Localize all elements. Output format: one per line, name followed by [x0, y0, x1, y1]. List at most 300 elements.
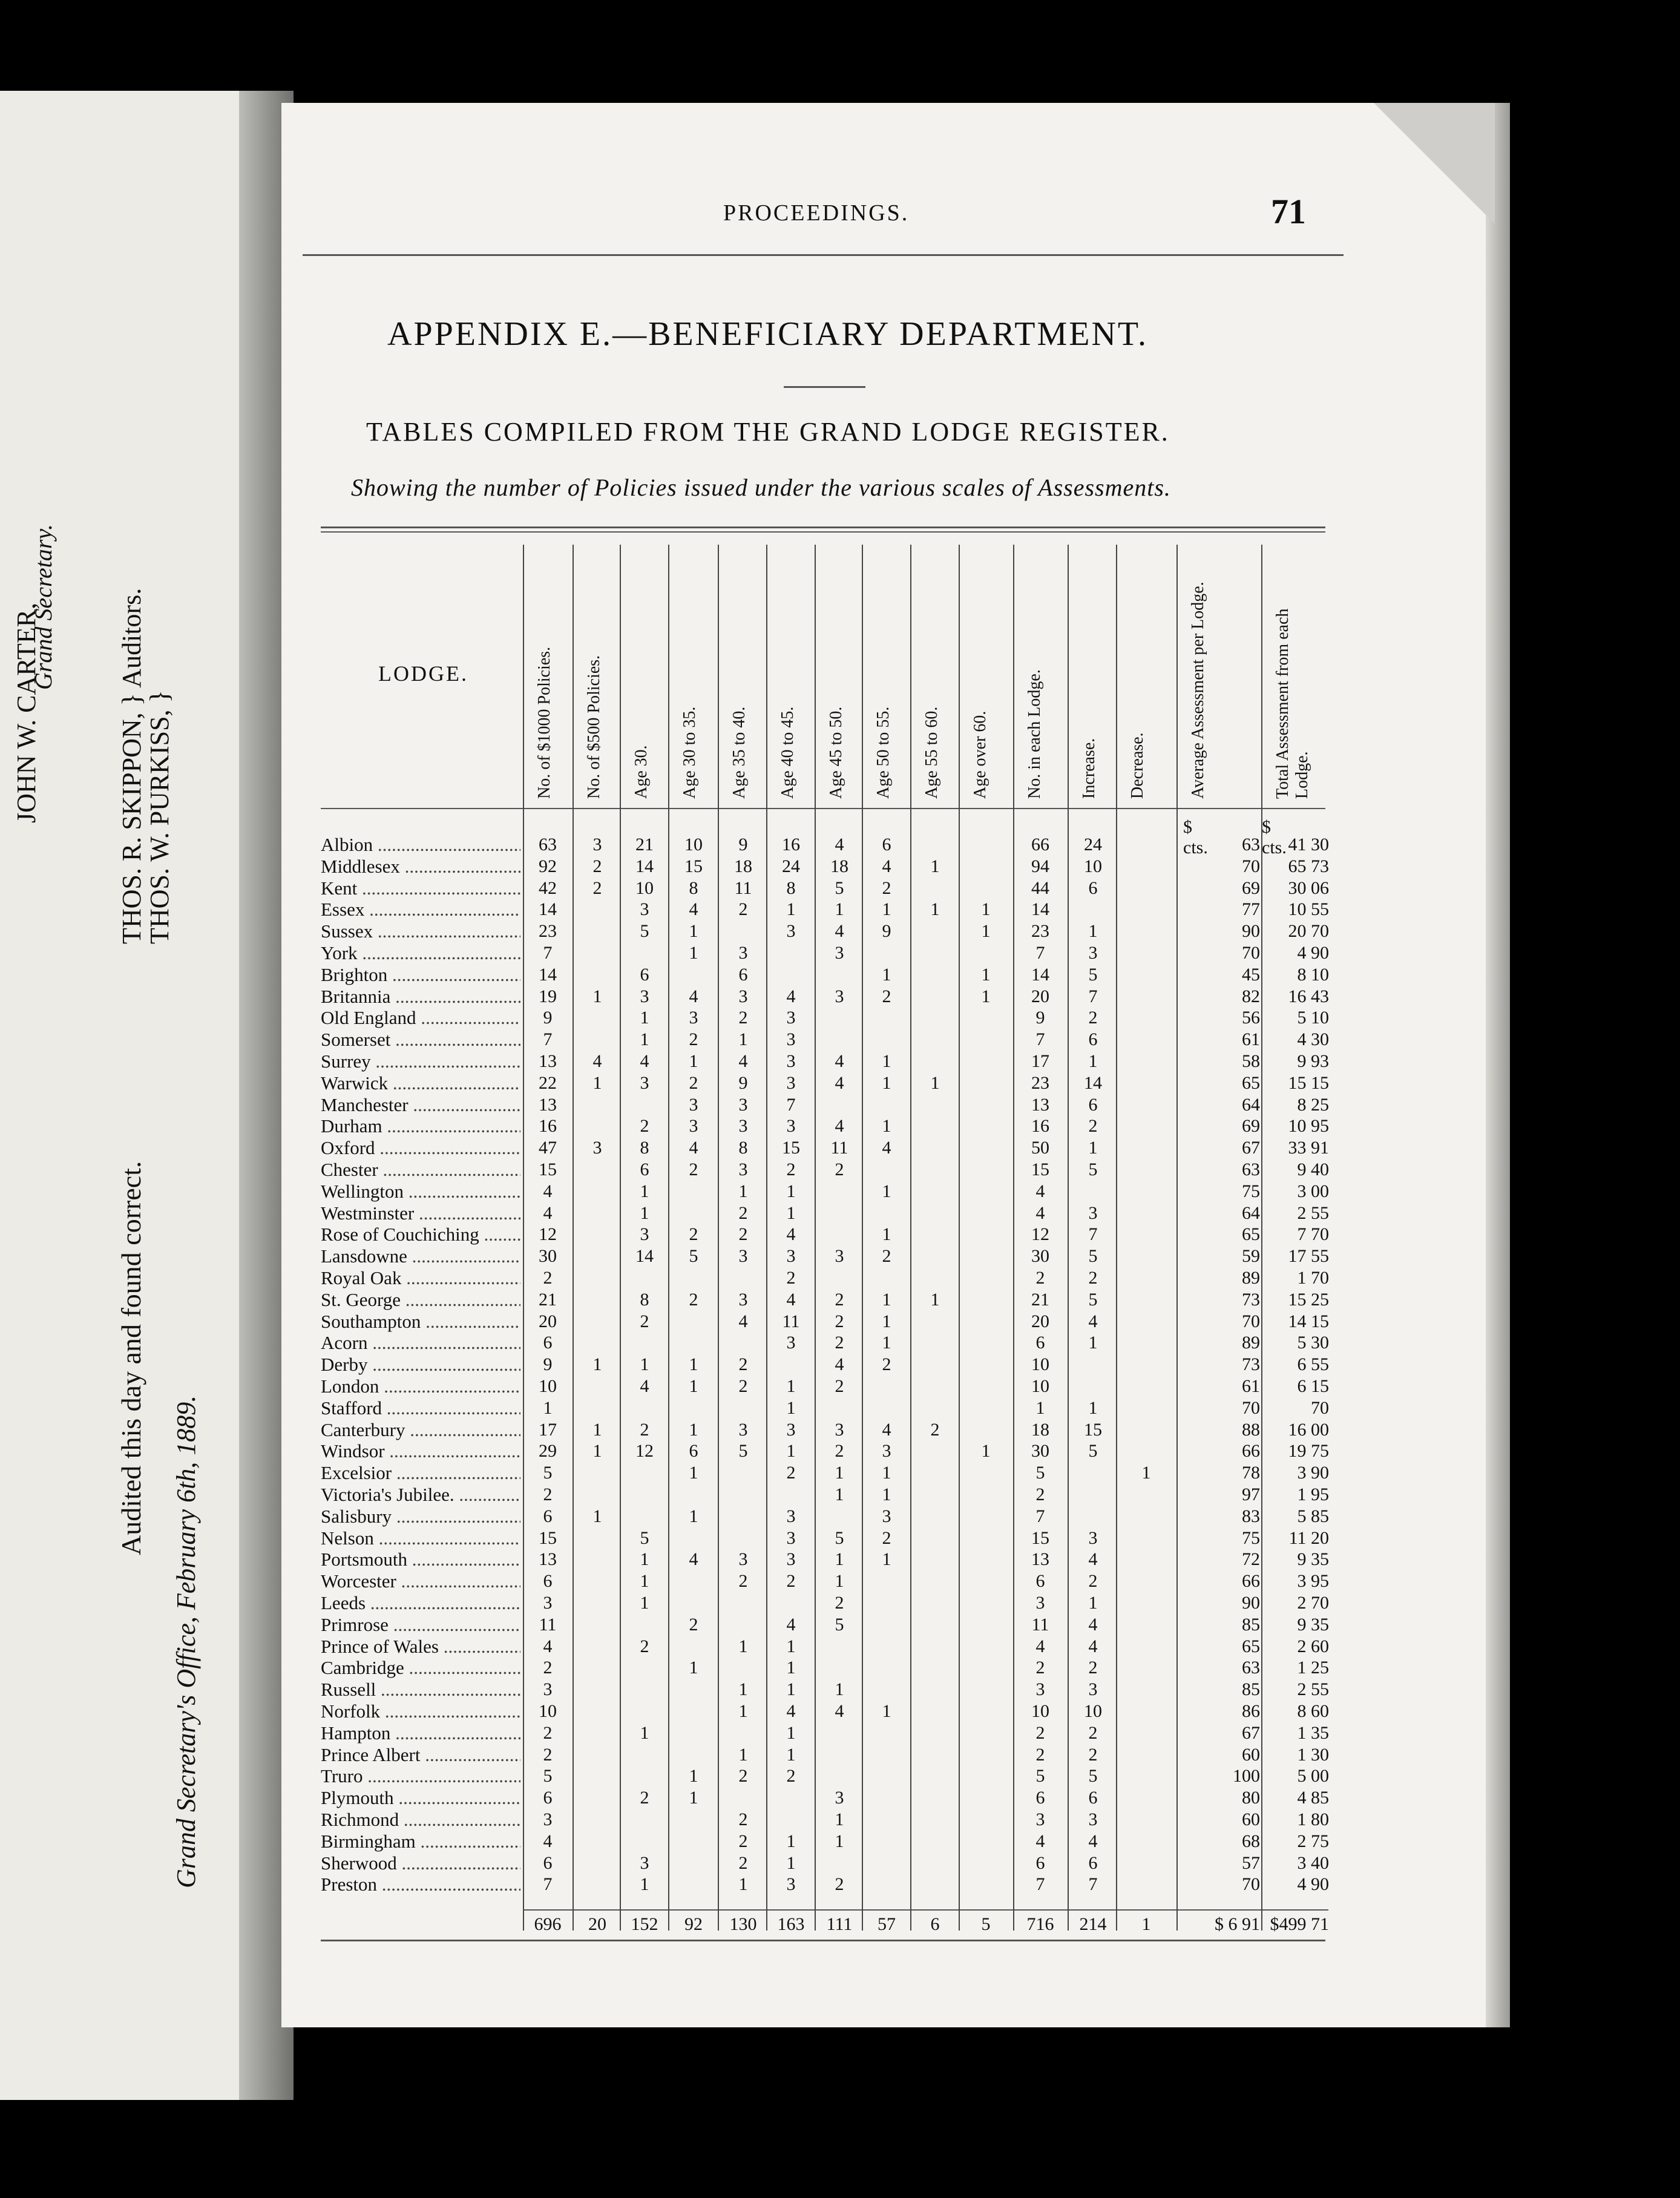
lodge-name: Norfolk .....: [321, 1701, 520, 1722]
column-rule: [815, 545, 816, 1931]
table-cell: 6: [689, 1441, 698, 1462]
lodge-name: Salisbury .....: [321, 1506, 520, 1527]
table-cell: 3 40: [1297, 1852, 1329, 1873]
table-cell: 4: [835, 1116, 844, 1137]
table-cell: 80: [1242, 1788, 1260, 1808]
table-cell: 72: [1242, 1549, 1260, 1570]
table-cell: 12: [635, 1441, 654, 1462]
table-cell: 1: [1141, 1463, 1151, 1483]
lodge-name: Oxford .....: [321, 1137, 520, 1159]
lodge-name: Prince of Wales .....: [321, 1636, 520, 1658]
table-cell: 7: [1035, 943, 1045, 963]
table-cell: 23: [1031, 921, 1049, 942]
table-cell: 1: [786, 1722, 796, 1743]
lodge-name: Nelson .....: [321, 1527, 520, 1549]
table-cell: 3: [835, 943, 844, 963]
table-cell: 1: [592, 1441, 602, 1462]
table-cell: 7: [543, 943, 553, 963]
table-cell: 2: [930, 1419, 940, 1440]
table-cell: 1: [835, 1831, 844, 1851]
table-cell: 83: [1242, 1506, 1260, 1526]
table-cell: 15: [1031, 1527, 1049, 1548]
table-cell: 4: [738, 1311, 748, 1331]
table-cell: 1: [786, 1397, 796, 1418]
lodge-name: Preston .....: [321, 1874, 520, 1895]
table-cell: 4: [1088, 1311, 1098, 1331]
table-cell: 15 15: [1288, 1072, 1329, 1093]
table-cell: 8: [689, 878, 698, 898]
table-cell: 2: [786, 1766, 796, 1786]
table-cell: 57: [1242, 1852, 1260, 1873]
table-cell: 4: [1035, 1831, 1045, 1851]
table-cell: 2: [543, 1484, 553, 1504]
column-header: Age 55 to 60.: [922, 706, 941, 799]
table-cell: 5: [1088, 964, 1098, 985]
page-corner-fold: [1374, 103, 1495, 224]
table-cell: 1: [882, 1333, 891, 1353]
table-cell: 4: [786, 1701, 796, 1721]
header-rule: [303, 254, 1344, 256]
table-cell: 1: [882, 1051, 891, 1071]
table-cell: 30: [1031, 1441, 1049, 1462]
table-cell: 1: [882, 1224, 891, 1245]
table-cell: 82: [1242, 986, 1260, 1006]
table-top-rule-2: [321, 531, 1325, 533]
table-cell: 2 55: [1297, 1679, 1329, 1700]
table-cell: 21: [1031, 1289, 1049, 1310]
table-cell: 65 73: [1288, 856, 1329, 876]
total-unit-label: $ cts.: [1262, 817, 1287, 858]
table-cell: 1: [640, 1874, 649, 1895]
table-cell: 10: [684, 835, 703, 855]
table-cell: 2: [835, 1289, 844, 1310]
total-cell: 5: [981, 1914, 991, 1934]
table-cell: 1: [882, 1289, 891, 1310]
table-cell: 4: [835, 1354, 844, 1375]
lodge-name: Old England .....: [321, 1007, 520, 1029]
table-cell: 2 55: [1297, 1202, 1329, 1223]
table-cell: 4 30: [1297, 1029, 1329, 1050]
total-cell: 152: [631, 1914, 658, 1934]
table-cell: 2: [738, 1202, 748, 1223]
table-cell: 5 30: [1297, 1333, 1329, 1353]
lodge-name: Portsmouth .....: [321, 1549, 520, 1570]
table-cell: 2: [1088, 1571, 1098, 1592]
table-cell: 1 25: [1297, 1658, 1329, 1678]
column-header: Age 30.: [632, 745, 651, 799]
table-cell: 5 85: [1297, 1506, 1329, 1526]
table-cell: 13: [539, 1549, 557, 1570]
table-cell: 7: [543, 1874, 553, 1895]
table-cell: 2: [543, 1722, 553, 1743]
table-cell: 1: [738, 1874, 748, 1895]
table-cell: 11 20: [1288, 1527, 1329, 1548]
table-cell: 86: [1242, 1701, 1260, 1721]
lodge-name: Birmingham .....: [321, 1831, 520, 1852]
table-cell: 3: [689, 1116, 698, 1137]
lodge-name: Russell .....: [321, 1679, 520, 1701]
table-cell: 12: [539, 1224, 557, 1245]
table-cell: 30: [1031, 1246, 1049, 1267]
table-cell: 1: [640, 1354, 649, 1375]
table-cell: 30: [539, 1246, 557, 1267]
table-cell: 4: [738, 1051, 748, 1071]
table-cell: 15 25: [1288, 1289, 1329, 1310]
total-cell: 130: [729, 1914, 757, 1934]
table-cell: 69: [1242, 1116, 1260, 1137]
table-cell: 16 43: [1288, 986, 1329, 1006]
table-cell: 1: [930, 856, 940, 876]
table-cell: 4: [882, 1138, 891, 1158]
table-cell: 24: [782, 856, 800, 876]
lodge-name: Essex .....: [321, 899, 520, 920]
table-cell: 1: [981, 964, 991, 985]
table-cell: 75: [1242, 1181, 1260, 1201]
lodge-name: London .....: [321, 1376, 520, 1397]
lodge-name: Plymouth .....: [321, 1787, 520, 1809]
table-cell: 4: [786, 986, 796, 1006]
table-cell: 67: [1242, 1138, 1260, 1158]
lodge-name: Prince Albert .....: [321, 1744, 520, 1766]
lodge-name: Brighton .....: [321, 964, 520, 986]
table-cell: 1: [786, 1202, 796, 1223]
table-cell: 3 95: [1297, 1571, 1329, 1592]
table-cell: 8: [786, 878, 796, 898]
total-cell: 57: [878, 1914, 896, 1934]
table-cell: 11: [1031, 1614, 1049, 1635]
lodge-name: Primrose .....: [321, 1614, 520, 1636]
table-cell: 1: [882, 1311, 891, 1331]
table-cell: 1: [882, 1072, 891, 1093]
table-cell: 1: [1088, 1397, 1098, 1418]
table-cell: 1: [786, 1441, 796, 1462]
table-cell: 1 70: [1297, 1268, 1329, 1288]
lodge-name: Southampton .....: [321, 1311, 520, 1333]
table-cell: 44: [1031, 878, 1049, 898]
table-cell: 17: [539, 1419, 557, 1440]
table-cell: 4: [640, 1051, 649, 1071]
table-cell: 3: [786, 1008, 796, 1028]
table-cell: 1: [738, 1029, 748, 1050]
table-cell: 4 90: [1297, 943, 1329, 963]
table-cell: 2: [1088, 1722, 1098, 1743]
total-cell: 696: [534, 1914, 562, 1934]
table-cell: 63: [1242, 1658, 1260, 1678]
table-cell: 85: [1242, 1614, 1260, 1635]
table-cell: 68: [1242, 1831, 1260, 1851]
page-edge: [1486, 103, 1510, 2027]
lodge-name: Cambridge .....: [321, 1657, 520, 1679]
officer-title: Grand Secretary.: [30, 523, 57, 690]
table-cell: 1 30: [1297, 1744, 1329, 1765]
table-cell: 70: [1242, 1397, 1260, 1418]
table-cell: 4: [640, 1376, 649, 1396]
table-cell: 2: [689, 1072, 698, 1093]
table-cell: 1: [689, 1766, 698, 1786]
table-cell: 4: [543, 1202, 553, 1223]
table-cell: 11: [782, 1311, 800, 1331]
table-cell: 1: [786, 899, 796, 920]
table-cell: 2: [1088, 1658, 1098, 1678]
table-cell: 2: [835, 1441, 844, 1462]
table-cell: 3: [738, 1549, 748, 1570]
table-cell: 15: [684, 856, 703, 876]
table-cell: 9: [738, 1072, 748, 1093]
table-cell: 1: [882, 1463, 891, 1483]
table-cell: 9 35: [1297, 1549, 1329, 1570]
table-cell: 61: [1242, 1376, 1260, 1396]
table-cell: 9 40: [1297, 1160, 1329, 1179]
table-cell: 22: [539, 1072, 557, 1093]
table-cell: 1: [689, 1506, 698, 1526]
table-cell: 3: [592, 1138, 602, 1158]
table-cell: 1: [592, 1354, 602, 1375]
table-cell: 61: [1242, 1029, 1260, 1050]
header-bottom-rule: [321, 808, 1325, 809]
table-cell: 2: [786, 1463, 796, 1483]
table-cell: 1: [592, 1506, 602, 1526]
table-cell: 4: [835, 1701, 844, 1721]
totals-rule: [523, 1909, 1328, 1911]
table-cell: 2: [738, 1766, 748, 1786]
table-cell: 3: [1088, 1527, 1098, 1548]
table-cell: 42: [539, 878, 557, 898]
table-cell: 3: [882, 1506, 891, 1526]
table-cell: 10 95: [1288, 1116, 1329, 1137]
lodge-name: Britannia .....: [321, 986, 520, 1008]
table-cell: 2: [835, 1160, 844, 1179]
table-cell: 2: [882, 1527, 891, 1548]
table-cell: 12: [1031, 1224, 1049, 1245]
table-cell: 1: [882, 899, 891, 920]
table-cell: 1: [640, 1549, 649, 1570]
lodge-name: Albion .....: [321, 834, 520, 856]
table-cell: 4: [1088, 1549, 1098, 1570]
table-cell: 1: [835, 1571, 844, 1592]
table-cell: 90: [1242, 1593, 1260, 1613]
lodge-name: Rose of Couchiching .....: [321, 1224, 520, 1245]
table-cell: 3: [543, 1679, 553, 1700]
lodge-name: Lansdowne .....: [321, 1245, 520, 1267]
table-cell: 4: [1088, 1831, 1098, 1851]
table-cell: 6: [1088, 1094, 1098, 1115]
table-cell: 7: [1088, 986, 1098, 1006]
lodge-name: Truro .....: [321, 1765, 520, 1787]
officer-name: JOHN W. CARTER,: [11, 602, 41, 823]
table-cell: 5: [1035, 1766, 1045, 1786]
table-cell: 10: [1084, 1701, 1102, 1721]
table-cell: 1: [882, 964, 891, 985]
lodge-name: Richmond .....: [321, 1809, 520, 1831]
total-cell: 111: [826, 1914, 853, 1934]
table-cell: 6: [543, 1571, 553, 1592]
table-cell: 3 00: [1297, 1181, 1329, 1201]
table-cell: 7: [543, 1029, 553, 1050]
lodge-column-header: LODGE.: [378, 661, 468, 686]
table-cell: 15: [782, 1138, 800, 1158]
table-cell: 7: [1035, 1874, 1045, 1895]
table-cell: 77: [1242, 899, 1260, 920]
table-cell: 3: [786, 1527, 796, 1548]
table-cell: 2: [786, 1160, 796, 1179]
table-cell: 1: [882, 1701, 891, 1721]
table-cell: 2: [738, 1354, 748, 1375]
lodge-name: Middlesex .....: [321, 856, 520, 878]
table-cell: 3 90: [1297, 1463, 1329, 1483]
table-cell: 1: [981, 1441, 991, 1462]
table-cell: 4 90: [1297, 1874, 1329, 1895]
table-cell: 1: [1088, 1138, 1098, 1158]
table-cell: 6: [1088, 1788, 1098, 1808]
lodge-name: Wellington .....: [321, 1181, 520, 1202]
table-cell: 9: [738, 835, 748, 855]
table-cell: 20: [1031, 1311, 1049, 1331]
table-cell: 2: [738, 1809, 748, 1829]
column-header: Average Assessment per Lodge.: [1189, 582, 1207, 799]
table-cell: 3: [1035, 1593, 1045, 1613]
table-cell: 18: [734, 856, 752, 876]
table-cell: 3: [786, 1072, 796, 1093]
table-cell: 16: [782, 835, 800, 855]
table-cell: 2: [882, 1246, 891, 1267]
table-cell: 9: [543, 1008, 553, 1028]
table-cell: 4: [1035, 1636, 1045, 1656]
running-head: PROCEEDINGS.: [723, 200, 910, 226]
table-cell: 1: [835, 899, 844, 920]
table-cell: 1: [738, 1701, 748, 1721]
table-cell: 3: [786, 1246, 796, 1267]
table-cell: 3: [1088, 1202, 1098, 1223]
table-cell: 5: [1088, 1766, 1098, 1786]
table-cell: 56: [1242, 1008, 1260, 1028]
table-cell: 15: [1084, 1419, 1102, 1440]
table-cell: 2: [786, 1268, 796, 1288]
table-cell: 2 70: [1297, 1593, 1329, 1613]
table-cell: 1: [738, 1636, 748, 1656]
table-cell: 3: [689, 1094, 698, 1115]
table-cell: 4: [835, 921, 844, 942]
column-header: No. in each Lodge.: [1025, 669, 1044, 799]
table-cell: 2: [1035, 1722, 1045, 1743]
page-number: 71: [1271, 192, 1306, 231]
title-divider: [784, 386, 865, 388]
table-cell: 2: [786, 1571, 796, 1592]
table-cell: 10: [1031, 1701, 1049, 1721]
total-cell: 214: [1079, 1914, 1107, 1934]
table-cell: 3: [640, 1852, 649, 1873]
lodge-name: Victoria's Jubilee. .....: [321, 1484, 520, 1506]
table-cell: 1: [930, 899, 940, 920]
table-cell: 6: [1088, 1852, 1098, 1873]
table-cell: 3: [738, 1419, 748, 1440]
table-cell: 3: [640, 1224, 649, 1245]
table-bottom-rule: [321, 1940, 1325, 1941]
lodge-name: Canterbury .....: [321, 1419, 520, 1441]
table-cell: 3: [835, 986, 844, 1006]
table-cell: 10: [1084, 856, 1102, 876]
table-cell: 1: [543, 1397, 553, 1418]
table-cell: 3: [835, 1419, 844, 1440]
table-cell: 2: [835, 1333, 844, 1353]
table-cell: 3: [1088, 943, 1098, 963]
table-cell: 69: [1242, 878, 1260, 898]
table-cell: 6: [738, 964, 748, 985]
table-cell: 4: [835, 1051, 844, 1071]
table-cell: 10: [539, 1701, 557, 1721]
table-cell: 1: [786, 1376, 796, 1396]
table-cell: 5: [689, 1246, 698, 1267]
table-cell: 64: [1242, 1202, 1260, 1223]
column-rule: [959, 545, 960, 1931]
table-cell: 89: [1242, 1333, 1260, 1353]
table-cell: 9: [882, 921, 891, 942]
table-cell: 67: [1242, 1722, 1260, 1743]
table-cell: 1: [738, 1181, 748, 1201]
table-cell: 8: [738, 1138, 748, 1158]
table-cell: 5: [1088, 1289, 1098, 1310]
table-cell: 21: [635, 835, 654, 855]
table-cell: 5: [738, 1441, 748, 1462]
table-cell: 5 00: [1297, 1766, 1329, 1786]
total-cell: $ 6 91: [1215, 1914, 1260, 1934]
table-cell: 1: [786, 1744, 796, 1765]
table-cell: 70: [1242, 1311, 1260, 1331]
table-cell: 4: [835, 1072, 844, 1093]
table-cell: 1: [1088, 1593, 1098, 1613]
table-cell: 1: [930, 1072, 940, 1093]
table-cell: 66: [1242, 1571, 1260, 1592]
table-cell: 11: [539, 1614, 557, 1635]
table-cell: 14: [635, 1246, 654, 1267]
table-cell: 59: [1242, 1246, 1260, 1267]
table-cell: 4: [786, 1224, 796, 1245]
table-cell: 70: [1242, 943, 1260, 963]
table-cell: 1: [640, 1593, 649, 1613]
table-cell: 100: [1233, 1766, 1260, 1786]
table-cell: 7: [1088, 1874, 1098, 1895]
table-cell: 10: [539, 1376, 557, 1396]
table-cell: 23: [1031, 1072, 1049, 1093]
table-cell: 11: [734, 878, 752, 898]
table-cell: 2: [738, 1008, 748, 1028]
table-cell: 1: [1088, 1051, 1098, 1071]
lodge-name: York .....: [321, 942, 520, 964]
table-cell: 6 55: [1297, 1354, 1329, 1375]
table-cell: 7: [1035, 1506, 1045, 1526]
table-cell: 1: [786, 1658, 796, 1678]
table-cell: 3: [1035, 1679, 1045, 1700]
table-cell: 3: [1035, 1809, 1045, 1829]
table-cell: 45: [1242, 964, 1260, 985]
table-cell: 6: [1035, 1788, 1045, 1808]
lodge-name: Excelsior .....: [321, 1462, 520, 1484]
column-header: Age 35 to 40.: [730, 706, 749, 799]
table-cell: 7: [1035, 1029, 1045, 1050]
table-cell: 3: [1088, 1809, 1098, 1829]
table-cell: 6: [543, 1788, 553, 1808]
table-cell: 3: [835, 1788, 844, 1808]
table-cell: 4: [1088, 1636, 1098, 1656]
table-cell: 1: [786, 1679, 796, 1700]
table-cell: 29: [539, 1441, 557, 1462]
table-cell: 5: [835, 878, 844, 898]
table-cell: 19 75: [1288, 1441, 1329, 1462]
table-cell: 6: [543, 1333, 553, 1353]
table-cell: 9 35: [1297, 1614, 1329, 1635]
lodge-name: Sherwood .....: [321, 1852, 520, 1874]
table-cell: 9: [543, 1354, 553, 1375]
table-cell: 2: [640, 1636, 649, 1656]
